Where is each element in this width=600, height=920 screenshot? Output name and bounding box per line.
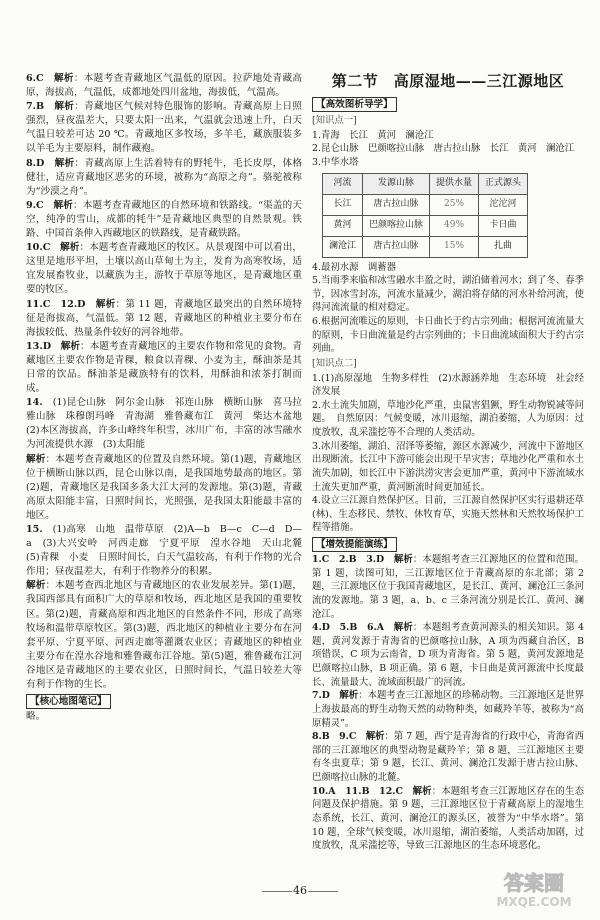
right-column [312, 72, 584, 853]
answer-number: 14. [26, 397, 43, 409]
answer-number: 4.D 5.B 6.A [312, 622, 385, 634]
answer-text: ：第 11 题，青藏地区最突出的自然环境特征是海拔高，气温低。第 12 题，青藏地区的种植业主要分布在海拔较低、热量条件较好的河谷地带。 [26, 298, 303, 338]
list-item: 6.根据河流唯远的原则，卡日曲长于约古宗列曲；根据河流流量大的原则，卡日曲流量是约古宗列曲的；卡日曲流域面积大于约古宗列曲。 [312, 316, 584, 355]
analysis-label: 解析 [60, 242, 80, 254]
knowledge-items-2 [312, 372, 584, 536]
answer-number: 7.D [312, 690, 330, 702]
analysis-label: 解析 [365, 731, 385, 743]
answer-item [26, 241, 302, 297]
table-cell: 49% [430, 215, 479, 236]
guide-header: 【高效图析导学】 [312, 97, 397, 112]
answer-item [26, 199, 302, 241]
answer-text: ：本题组考查三江源地区的位置和范围。第 1 题，读图可知，三江源地区位于青藏高原的东北部；第 2 题，三江源地区位于我国青藏地区，是长江、黄河、澜沧江三条河流的发源地。第 3 题，a、b、c 三条河流分别是长江、黄河、澜沧江。 [312, 554, 584, 620]
answer-number: 6.C [26, 73, 44, 84]
table-row [323, 236, 528, 257]
answer-text: ：本题考查青藏地区气温低的原因。拉萨地处青藏高原，海拔高，气温低，成都地处四川盆地，海拔低，气温高。 [26, 73, 303, 99]
analysis-label: 解析 [412, 785, 432, 797]
analysis-label: 解析 [54, 157, 75, 169]
answer-number: 10.A 11.B 12.C [312, 785, 403, 797]
table-cell: 唐古拉山脉 [363, 194, 430, 215]
list-item: 2.昆仑山脉 巴颜喀拉山脉 唐古拉山脉 长江 黄河 澜沧江 [312, 143, 575, 155]
table-cell: 巴颜喀拉山脉 [363, 215, 430, 236]
answer-number: 9.C [26, 199, 44, 211]
answer-text: ：第 7 题，西宁是青海省的行政中心，青海省西部的三江源地区的典型动物是藏羚羊；第 8 题，三江源地区主要有冬虫夏草；第 9 题，长江、黄河、澜沧江发源于唐古拉山脉、巴颜喀拉山脉的北麓。 [312, 731, 584, 783]
svg-text:MXQE.COM: MXQE.COM [496, 895, 572, 909]
answer-number: 13.D [26, 340, 52, 352]
knowledge-point-1: [知识点一] [312, 115, 357, 126]
list-item: 5.当雨季来临和冰雪融水丰盈之时，湖泊储着河水；到了冬、春季节，因冰雪封冻，河流水量减少，湖泊将存储的河水补给河流，使得河流流量的相对稳定。 [312, 275, 584, 314]
list-item: 4.最初水源 调蓄器 [312, 261, 396, 273]
page-number: 46 [293, 884, 307, 897]
answer-text: ：本题考查青藏地区的自然环境和铁路线。“渠盖的天空，纯净的雪山，成都的牦牛”是青藏地区典型的自然景观。铁路、中国首条伸入西藏地区的铁路线，是青藏铁路。 [26, 199, 302, 240]
answer-item [312, 621, 584, 689]
table-cell: 澜沧江 [323, 236, 363, 257]
answer-item [26, 579, 302, 692]
answer-item [26, 100, 302, 156]
table-header: 发源山脉 [363, 173, 430, 194]
answer-text: ：本题考查青藏地区的主要农作物和常见的食物。青藏地区主要农作物是青稞，粮食以青稞、小麦为主，酥油茶是其日常的饮品。酥油茶是藏族特有的饮料，用酥油和浓茶打制而成。 [26, 340, 303, 395]
answer-number: 10.C [26, 242, 51, 254]
answer-text: ：本题组考查三江源地区存在的生态问题及保护措施。第 9 题，三江源地区位于青藏高原上的湿地生态系统，长江、黄河、澜沧江的源头区，被誉为“中华水塔”。第 10 题，全球气候变暖，冰川退缩，湖泊萎缩，人类活动加剧，过度放牧，乱采滥挖等，导致三江源地区的生态环境恶化。 [312, 785, 584, 852]
answer-number: 15. [26, 524, 43, 535]
analysis-label: 解析 [26, 580, 46, 592]
river-table [322, 173, 528, 258]
answer-number: 8.B 9.C [312, 731, 357, 743]
table-cell: 长江 [323, 194, 363, 215]
table-header-row [323, 173, 528, 194]
answer-text: ：青藏地区气候对特色服饰的影响。青藏高原上日照强烈，昼夜温差大，只要太阳一出来，气温就会迅速上升，白天气温日较差可达 20 ℃。青藏地区多牧场，多羊毛，藏族服装多以羊毛为主要原料，制作藏袍。 [26, 101, 303, 155]
table-row [323, 194, 528, 215]
table-cell: 沱沱河 [479, 194, 528, 215]
table-cell: 15% [430, 236, 479, 257]
answer-item [312, 553, 584, 621]
answer-text: ：本题考查青藏地区的位置及自然环境。第(1)题，青藏地区位于横断山脉以西，昆仑山脉以南，是我国地势最高的地区。第(2)题，青藏地区是我国多条大江大河的发源地。第(3)题，青藏高原太阳能丰富，日照时间长，光照强，是我国太阳能最丰富的地区。 [26, 453, 302, 521]
answer-text: ：青藏高原上生活着特有的野牦牛，毛长皮厚，体格健壮，适应青藏地区恶劣的环境，被称为“高原之舟”。骆驼被称为“沙漠之舟”。 [26, 157, 303, 197]
answer-text: (1)高寒 山地 温带草原 (2)A—b B—c C—d D—a (3)大兴安岭 河西走廊 宁夏平原 湟水谷地 天山北麓 (5)青稞 小麦 日照时间长，白天气温较高，有利于作物的光合作用；昼夜温差大，有利于作物养分的积累。 [26, 524, 312, 578]
answer-item [26, 72, 302, 100]
answer-item [26, 523, 312, 579]
list-item: 3.中华水塔 [312, 156, 359, 168]
table-cell: 25% [430, 194, 479, 215]
left-column [26, 72, 312, 724]
answer-text: ：本题考查西北地区与青藏地区的农业发展差异。第(1)题，我国西部具有面积广大的草原和牧场，西北地区是我国的重要牧区。第(2)题，青藏高原和西北地区的自然条件不同，形成了高寒牧场和温带草原牧区。第(3)题，西北地区的种植业主要分布在河套平原、宁夏平原、河西走廊等灌溉农业区；青藏地区的种植业主要分布在湟水谷地和雅鲁藏布江谷地。第(5)题，雅鲁藏布江河谷地区是青藏地区的主要农业区，日照时间长，气温日较差大等有利于作物的生长。 [26, 580, 302, 691]
analysis-label: 解析 [53, 73, 74, 84]
analysis-label: 解析 [339, 690, 359, 702]
map-notes-text: 略。 [26, 711, 46, 723]
answer-number: 1.C 2.B 3.D [312, 554, 385, 565]
section-title: 第二节 高原湿地——三江源地区 [331, 72, 565, 90]
answer-text: ：本题组考查黄河源头的相关知识。第 4 题，黄河发源于青海省的巴颜喀拉山脉，A 项为西藏自治区，B 项错误，C 项为云南省，D 项为青海省。第 5 题，黄河发源地是巴颜喀拉山脉，B 项正确。第 6 题，卡日曲是黄河源流中长度最长、流量最大、流域面积最广的河流。 [312, 622, 584, 688]
watermark-logo [478, 868, 590, 912]
knowledge-items-1 [312, 129, 584, 170]
knowledge-items-1b [312, 261, 584, 356]
answer-text: (1)昆仑山脉 阿尔金山脉 祁连山脉 横断山脉 喜马拉雅山脉 珠穆朗玛峰 青海湖 雅鲁藏布江 黄河 柴达木盆地 (2)本区海拔高，许多山峰终年积雪，冰川广布，丰富的冰雪融水为河流提供水源 (3)太阳能 [26, 397, 312, 451]
list-item: 1.(1)高原湿地 生物多样性 (2)水源涵养地 生态环境 社会经济发展 [312, 372, 584, 398]
map-notes-header: 【核心地图笔记】 [26, 694, 111, 709]
answer-number: 8.D [26, 157, 45, 169]
analysis-label: 解析 [26, 453, 46, 465]
table-row [323, 215, 528, 236]
table-cell: 扎曲 [479, 236, 528, 257]
answer-item [26, 396, 312, 452]
list-item: 4.设立三江源自然保护区。目前，三江源自然保护区实行退耕还草(林)、生态移民、禁牧、休牧育草，实施天然林和天然牧场保护工程等措施。 [312, 495, 584, 534]
analysis-label: 解析 [60, 340, 81, 352]
practice-header: 【增效提能演练】 [312, 537, 397, 552]
table-cell: 唐古拉山脉 [363, 236, 430, 257]
answer-item [26, 157, 302, 199]
answer-number: 11.C 12.D [26, 298, 86, 310]
answer-text: ：本题考查青藏地区的牧区。从景观图中可以看出，这里是地形平坦，土壤以高山草甸土为主，发育为高寒牧场，适宜发展畜牧业，以藏族为主，游牧于草原等地区，是青藏地区重要的牧区。 [26, 242, 302, 296]
answer-item [26, 298, 302, 340]
analysis-label: 解析 [393, 622, 413, 634]
list-item: 3.冰川萎缩，湖泊、沼泽等萎缩，源区水源减少，河流中下游地区出现断流。长江中下游可能会出现干旱灾害；草地沙化严重和水土流失加剧，如长江中下游洪涝灾害会更加严重，黄河中下游流域水土流失更加严重，黄河断流时间更加延长。 [312, 440, 584, 493]
answer-item [26, 340, 302, 396]
answer-number: 7.B [26, 101, 45, 113]
svg-text:答案圈: 答案圈 [504, 871, 564, 895]
answer-text: ：本题考查三江源地区的珍稀动物。三江源地区是世界上海拔最高的野生动物天然的动物种类，如藏羚羊等，被称为“高原精灵”。 [312, 690, 584, 729]
analysis-label: 解析 [53, 199, 74, 211]
answer-item [312, 730, 584, 785]
analysis-label: 解析 [54, 101, 75, 113]
table-cell: 卡日曲 [479, 215, 528, 236]
table-header: 正式源头 [479, 173, 528, 194]
table-header: 提供水量 [430, 173, 479, 194]
knowledge-point-2: [知识点二] [312, 357, 357, 369]
left-answers [26, 72, 312, 692]
page-rule-right [308, 891, 338, 892]
answer-item [312, 689, 584, 730]
answer-item [312, 785, 584, 853]
list-item: 1.青海 长江 黄河 澜沧江 [312, 129, 434, 141]
practice-answers [312, 553, 584, 853]
table-header: 河流 [323, 173, 363, 194]
analysis-label: 解析 [95, 298, 116, 310]
table-cell: 黄河 [323, 215, 363, 236]
analysis-label: 解析 [393, 554, 413, 565]
answer-item [26, 453, 302, 523]
list-item: 2.水土流失加剧，草地沙化严重，虫鼠害猖獗，野生动物锐减等问题。 自然原因：气候变暖，冰川退缩，湖泊萎缩，人为原因：过度放牧，乱采滥挖等不合理的人类活动。 [312, 399, 584, 438]
